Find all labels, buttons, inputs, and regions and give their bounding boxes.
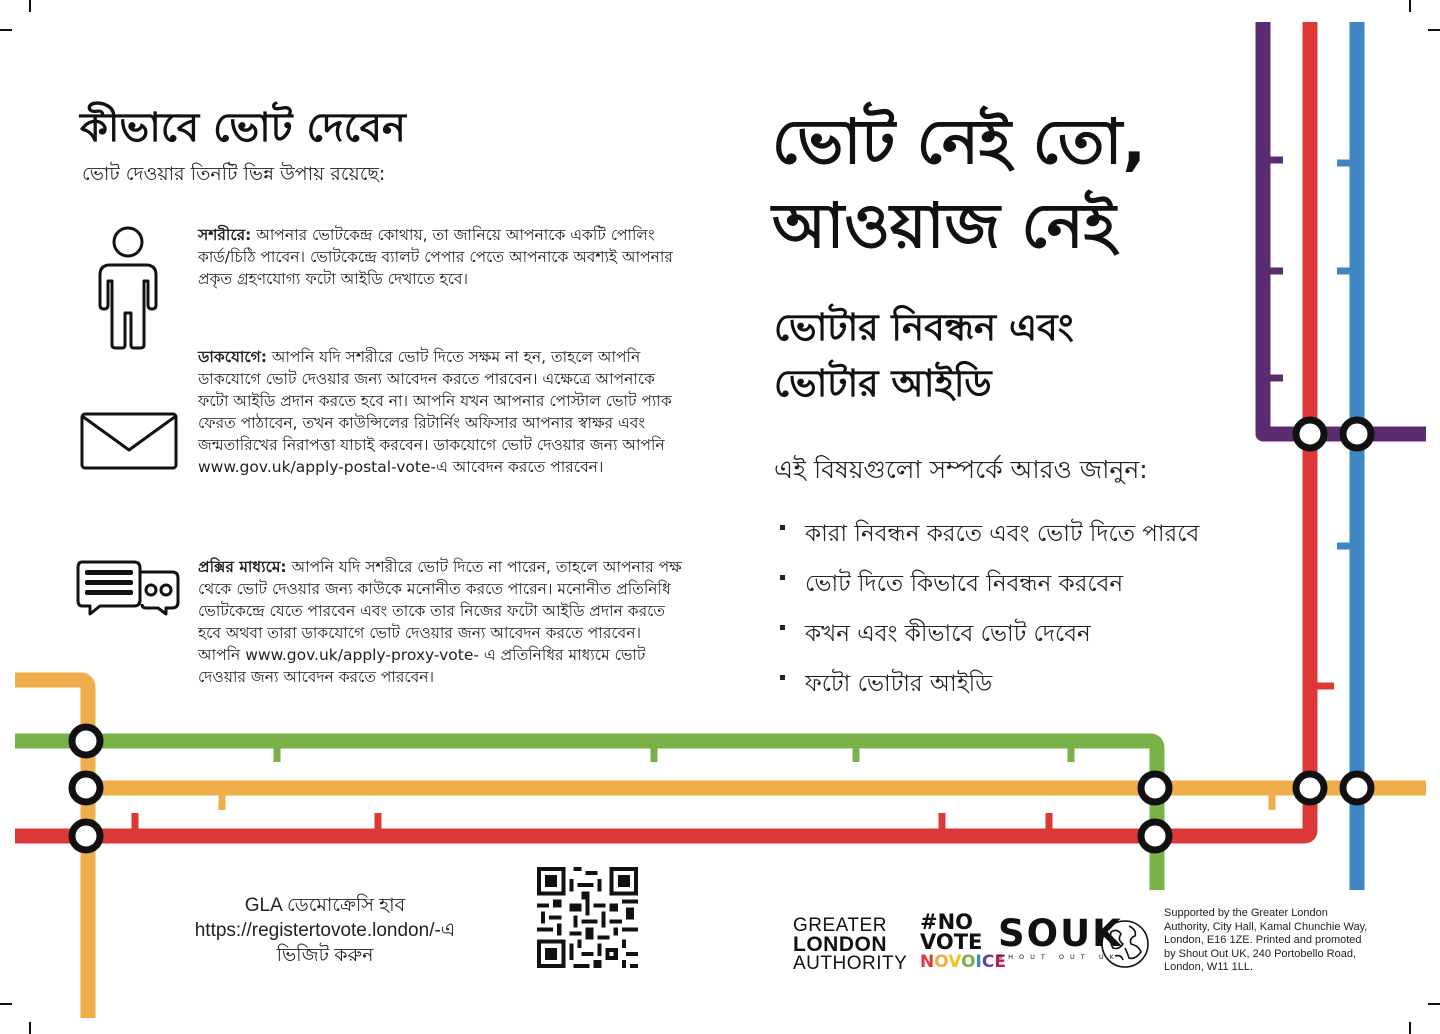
method-text: আপনি যদি সশরীরে ভোট দিতে সক্ষম না হন, তাহলে আপনি ডাকযোগে ভোট দেওয়ার জন্য আবেদন করতে পারবেন। এক্ষেত্রে আপনাকে ফটো আইডি প্রদান করতে হবে না। আপনি যখন আপনার পোস্টাল ভোট প্যাক ফেরত পাঠাবেন, তখন কাউন্সিলের রিটার্নিং অফিসার আপনার স্বাক্ষর এবং জন্মতারিখের নিরাপত্তা যাচাই করবেন। ডাকযোগে ভোট দেওয়ার জন্য আপনি www.gov.uk/apply-postal-vote-এ আবেদন করতে পারবেন।	[198, 348, 672, 476]
globe-icon	[1099, 918, 1151, 970]
station	[1343, 420, 1371, 448]
how-to-vote-title: কীভাবে ভোট দেবেন	[80, 105, 406, 151]
headline-line-1: ভোট নেই তো,	[772, 105, 1146, 178]
souk-logo: SOUK SHOUT OUT UK	[998, 912, 1123, 961]
envelope-icon	[80, 412, 178, 470]
station	[1343, 774, 1371, 802]
method-label: ডাকযোগে:	[198, 348, 267, 366]
list-item: কখন এবং কীভাবে ভোট দেবেন	[780, 615, 1199, 665]
station	[72, 774, 100, 802]
list-item: কারা নিবন্ধন করতে এবং ভোট দিতে পারবে	[780, 515, 1199, 565]
station	[1296, 420, 1324, 448]
learn-more-text: এই বিষয়গুলো সম্পর্কে আরও জানুন:	[774, 455, 1148, 484]
how-to-vote-subtitle: ভোট দেওয়ার তিনটি ভিন্ন উপায় রয়েছে:	[82, 163, 386, 185]
method-text: আপনার ভোটকেন্দ্র কোথায়, তা জানিয়ে আপনাকে একটি পোলিং কার্ড/চিঠি পাবেন। ভোটকেন্দ্রে ব্যালট পেপার পেতে আপনাকে অবশ্যই আপনার প্রকৃত গ্রহণযোগ্য ফটো আইডি দেখাতে হবে।	[198, 226, 673, 288]
sub-headline-line-1: ভোটার নিবন্ধন এবং	[774, 306, 1074, 349]
headline	[772, 100, 1272, 268]
station	[72, 822, 100, 850]
bullet-icon	[780, 625, 785, 630]
station	[1141, 822, 1169, 850]
sub-headline-line-2: ভোটার আইডি	[774, 362, 992, 405]
method-proxy	[198, 556, 688, 688]
hub-link[interactable]: https://registertovote.london/-এ	[194, 920, 456, 941]
imprint-text: Supported by the Greater London Authority, City Hall, Kamal Chunchie Way, London, E16 1ZE. Printed and promoted by Shout Out UK, 240 Portobello Road, London, W11 1LL.	[1164, 907, 1368, 973]
method-label: সশরীরে:	[198, 226, 252, 244]
democracy-hub-text: GLA ডেমোক্রেসি হাব https://registertovote.london/-এ ভিজিট করুন	[150, 893, 500, 968]
station	[1296, 774, 1324, 802]
station	[1141, 774, 1169, 802]
chat-icon	[76, 560, 180, 616]
topics-list	[780, 515, 1199, 715]
method-text: আপনি যদি সশরীরে ভোট দিতে না পারেন, তাহলে আপনার পক্ষ থেকে ভোট দেওয়ার জন্য কাউকে মনোনীত করতে পারেন। মনোনীত প্রতিনিধি ভোটকেন্দ্রে যেতে পারবেন এবং তাকে তার নিজের ফটো আইডি প্রদান করতে হবে অথবা তারা ডাকযোগে ভোট দেওয়ার জন্য আবেদন করতে পারবেন। আপনি www.gov.uk/apply-proxy-vote- এ প্রতিনিধির মাধ্যমে ভোট দেওয়ার জন্য আবেদন করতে পারবেন।	[198, 558, 682, 686]
station	[72, 727, 100, 755]
list-item: ভোট দিতে কিভাবে নিবন্ধন করবেন	[780, 565, 1199, 615]
method-label: প্রক্সির মাধ্যমে:	[198, 558, 287, 576]
method-in-person	[198, 224, 688, 290]
method-postal	[198, 346, 688, 478]
bullet-icon	[780, 575, 785, 580]
qr-code[interactable]	[533, 863, 642, 972]
list-item: ফটো ভোটার আইডি	[780, 665, 1199, 715]
bullet-icon	[780, 525, 785, 530]
bullet-icon	[780, 675, 785, 680]
gla-logo: GREATER LONDON AUTHORITY	[793, 915, 908, 974]
sub-headline	[774, 300, 1234, 412]
person-icon	[96, 225, 160, 350]
purple-line	[1263, 22, 1426, 434]
headline-line-2: আওয়াজ নেই	[772, 189, 1116, 262]
novote-logo: #NO VOTE NOVOICE	[920, 910, 1006, 972]
